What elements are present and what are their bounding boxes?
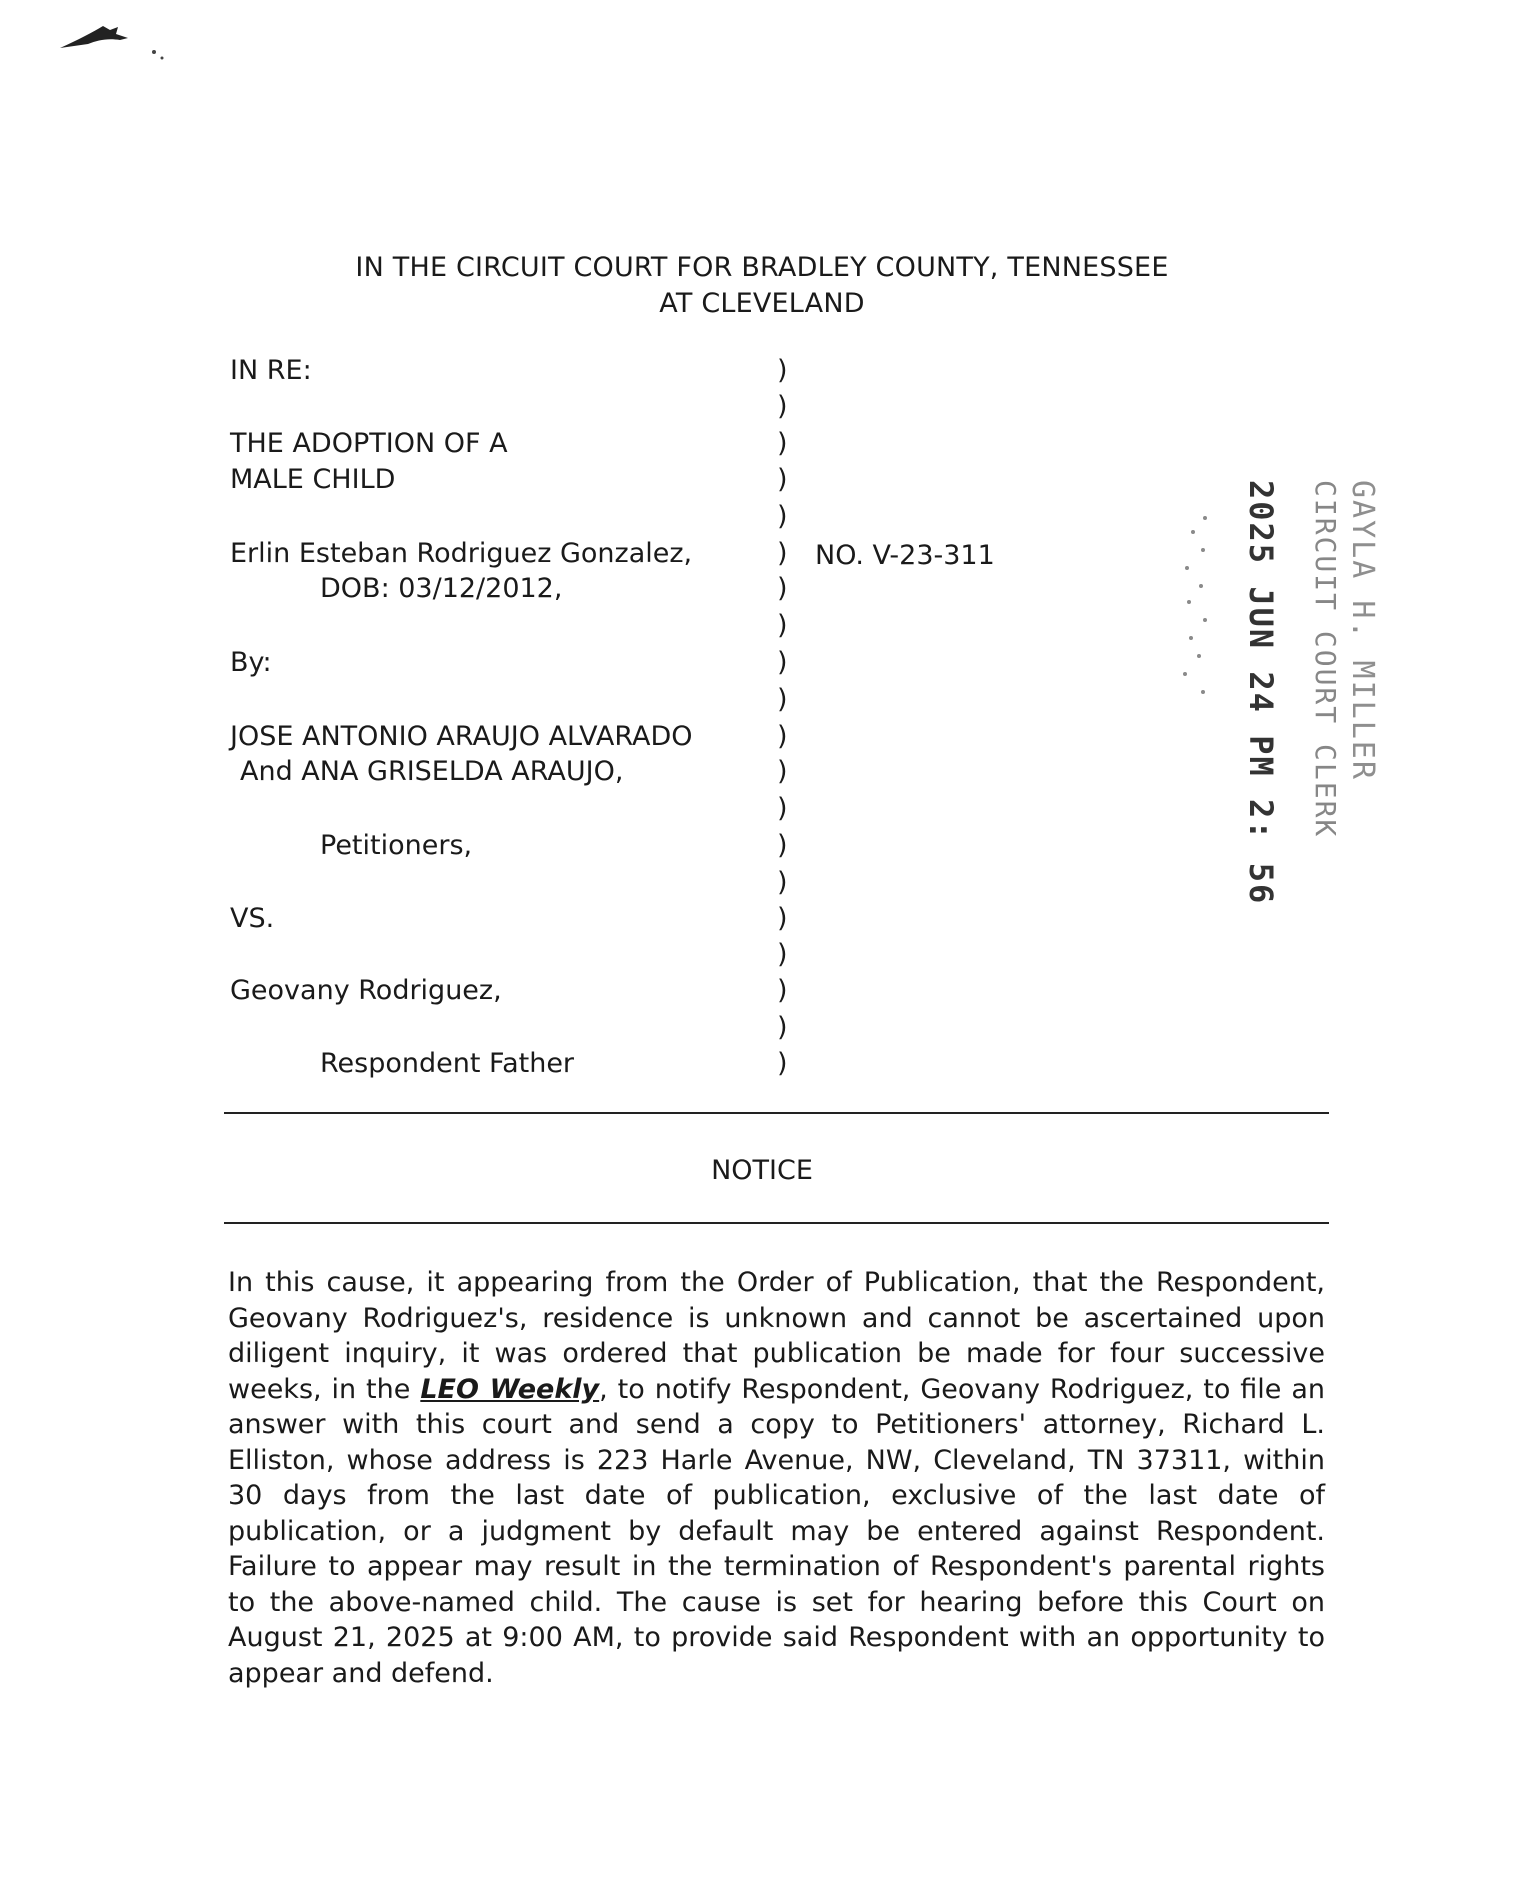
- scan-mark: [58, 18, 168, 68]
- notice-text-before: In this cause, it appearing from the Order of Publication, that the Respondent, Geovany Rodriguez's, residence is unknown and cannot be ascertained upon diligent inquiry, it was ordered that publication be made for four successive weeks, in the: [228, 1267, 1325, 1405]
- paren: ): [777, 975, 788, 1006]
- divider-top: [224, 1112, 1329, 1114]
- stamp-clerk-title: CIRCUIT COURT CLERK: [1309, 480, 1342, 839]
- adoption-line-1: THE ADOPTION OF A: [230, 428, 508, 459]
- paren: ): [777, 1048, 788, 1079]
- paren: ): [777, 721, 788, 752]
- stamp-dots: [1175, 510, 1215, 710]
- paren: ): [777, 793, 788, 824]
- petitioner-line-2: And ANA GRISELDA ARAUJO,: [240, 756, 624, 787]
- vs-label: VS.: [230, 903, 275, 934]
- case-number: NO. V-23-311: [815, 540, 995, 571]
- court-name: IN THE CIRCUIT COURT FOR BRADLEY COUNTY, TENNESSEE: [355, 252, 1169, 283]
- by-label: By:: [230, 647, 272, 678]
- paren: ): [777, 684, 788, 715]
- notice-body: [228, 1265, 1325, 1691]
- petitioners-label: Petitioners,: [320, 830, 473, 861]
- paren: ): [777, 756, 788, 787]
- stamp-clerk-name: GAYLA H. MILLER: [1345, 480, 1380, 781]
- respondent-label: Respondent Father: [320, 1048, 575, 1079]
- divider-bottom: [224, 1222, 1329, 1224]
- respondent-name: Geovany Rodriguez,: [230, 975, 502, 1006]
- paren: ): [777, 391, 788, 422]
- paren: ): [777, 830, 788, 861]
- paren: ): [777, 647, 788, 678]
- paren: ): [777, 538, 788, 569]
- court-header: [0, 250, 1524, 322]
- publication-name: LEO Weekly: [420, 1373, 600, 1405]
- paren: ): [777, 903, 788, 934]
- notice-text-after: , to notify Respondent, Geovany Rodriguez, to file an answer with this court and send a copy to Petitioners' attorney, Richard L. Elliston, whose address is 223 Harle Avenue, NW, Cleveland, TN 37311, within 30 days from the last date of publication, exclusive of the last date of publication, or a judgment by default may be entered against Respondent. Failure to appear may result in the termination of Respondent's parental rights to the above-named child. The cause is set for hearing before this Court on August 21, 2025 at 9:00 AM, to provide said Respondent with an opportunity to appear and defend.: [228, 1373, 1326, 1689]
- notice-title: NOTICE: [711, 1155, 813, 1186]
- paren: ): [777, 355, 788, 386]
- paren: ): [777, 464, 788, 495]
- paren: ): [777, 867, 788, 898]
- in-re-label: IN RE:: [230, 355, 312, 386]
- stamp-filed-datetime: 2025 JUN 24 PM 2: 56: [1242, 480, 1280, 906]
- paren: ): [777, 939, 788, 970]
- paren: ): [777, 1012, 788, 1043]
- paren: ): [777, 501, 788, 532]
- paren: ): [777, 428, 788, 459]
- adoption-line-2: MALE CHILD: [230, 464, 396, 495]
- petitioner-line-1: JOSE ANTONIO ARAUJO ALVARADO: [230, 721, 693, 752]
- clerk-filing-stamp: [1140, 480, 1390, 906]
- child-name: Erlin Esteban Rodriguez Gonzalez,: [230, 538, 693, 569]
- court-location: AT CLEVELAND: [659, 288, 865, 319]
- paren: ): [777, 573, 788, 604]
- child-dob: DOB: 03/12/2012,: [320, 573, 563, 604]
- paren: ): [777, 610, 788, 641]
